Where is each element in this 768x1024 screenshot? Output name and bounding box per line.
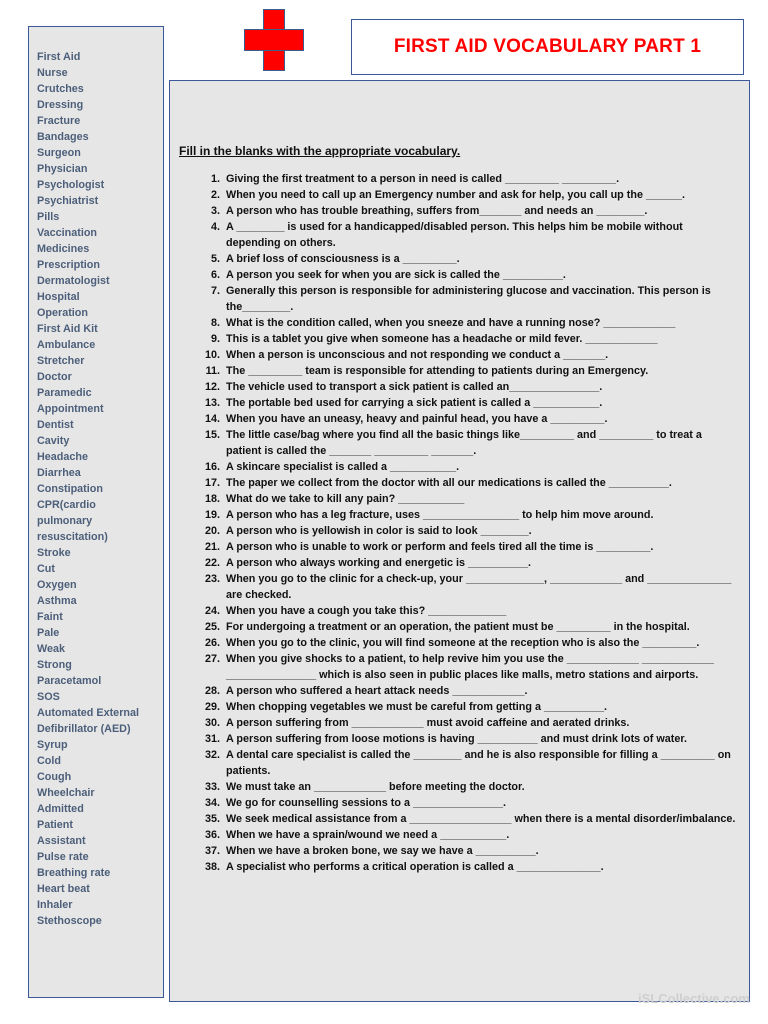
word-bank-item: Bandages [37, 131, 89, 143]
question-item [180, 827, 740, 843]
word-bank-item: Patient [37, 819, 73, 831]
word-bank-item: Paramedic [37, 387, 92, 399]
question-text: This is a tablet you give when someone has a headache or mild fever. ____________ [226, 333, 658, 345]
question-number: 13. [204, 397, 220, 409]
question-item [180, 187, 740, 203]
question-number: 17. [204, 477, 220, 489]
question-text: For undergoing a treatment or an operation, the patient must be _________ in the hospital. [226, 621, 690, 633]
word-bank-item: Dermatologist [37, 275, 110, 287]
word-bank-item: Prescription [37, 259, 100, 271]
question-text: When you go to the clinic, you will find someone at the reception who is also the _________. [226, 637, 700, 649]
word-bank-item: Stretcher [37, 355, 85, 367]
question-number: 38. [204, 861, 220, 873]
question-item [180, 363, 740, 379]
questions-list [180, 171, 740, 875]
question-text: What do we take to kill any pain? ___________ [226, 493, 465, 505]
question-number: 19. [204, 509, 220, 521]
question-item [180, 747, 740, 779]
word-bank-item: Doctor [37, 371, 72, 383]
question-item [180, 699, 740, 715]
question-item [180, 795, 740, 811]
question-text: A person suffering from loose motions is having __________ and must drink lots of water. [226, 733, 687, 745]
question-item [180, 715, 740, 731]
word-bank-item: Nurse [37, 67, 68, 79]
question-item [180, 379, 740, 395]
question-item [180, 603, 740, 619]
question-number: 1. [210, 173, 220, 185]
question-text: A specialist who performs a critical operation is called a ______________. [226, 861, 604, 873]
word-bank-item: Crutches [37, 83, 84, 95]
question-number: 37. [204, 845, 220, 857]
word-bank-item: Wheelchair [37, 787, 95, 799]
question-number: 9. [210, 333, 220, 345]
question-item [180, 635, 740, 651]
question-text: A brief loss of consciousness is a _________. [226, 253, 460, 265]
question-text: A person who suffered a heart attack needs ____________. [226, 685, 528, 697]
word-bank-item: Ambulance [37, 339, 96, 351]
word-bank-item: Psychiatrist [37, 195, 99, 207]
question-number: 18. [204, 493, 220, 505]
word-bank-item: Asthma [37, 595, 77, 607]
question-number: 11. [205, 365, 220, 377]
question-number: 14. [204, 413, 220, 425]
question-item [180, 555, 740, 571]
question-item [180, 395, 740, 411]
word-bank-item: Vaccination [37, 227, 98, 239]
question-item [180, 731, 740, 747]
word-bank-item: Hospital [37, 291, 80, 303]
question-text: Giving the first treatment to a person in need is called _________ _________. [226, 173, 620, 185]
question-item [180, 507, 740, 523]
question-item [180, 651, 740, 683]
word-bank-item: SOS [37, 691, 60, 703]
question-text: The paper we collect from the doctor with all our medications is called the __________. [226, 477, 672, 489]
word-bank-item: Headache [37, 451, 89, 463]
word-bank-item: Physician [37, 163, 88, 175]
question-text: When we have a broken bone, we say we have a __________. [226, 845, 539, 857]
word-bank-panel [28, 26, 164, 998]
question-item [180, 347, 740, 363]
question-item [180, 171, 740, 187]
question-item [180, 251, 740, 267]
question-item [180, 683, 740, 699]
question-number: 3. [210, 205, 220, 217]
question-text: The vehicle used to transport a sick patient is called an_______________. [226, 381, 603, 393]
question-number: 22. [204, 557, 220, 569]
question-text: A skincare specialist is called a ___________. [226, 461, 460, 473]
word-bank-item: Heart beat [37, 883, 90, 895]
word-bank-item: Inhaler [37, 899, 73, 911]
question-text: A person who always working and energetic is __________. [226, 557, 532, 569]
question-number: 29. [204, 701, 220, 713]
question-item [180, 539, 740, 555]
word-bank-item: Defibrillator (AED) [37, 723, 131, 735]
question-text: A person who is yellowish in color is said to look ________. [226, 525, 532, 537]
word-bank-item: Appointment [37, 403, 104, 415]
question-text: We must take an ____________ before meeting the doctor. [226, 781, 525, 793]
question-number: 36. [204, 829, 220, 841]
word-bank-item: Psychologist [37, 179, 105, 191]
word-bank-item: Medicines [37, 243, 90, 255]
question-number: 31. [204, 733, 220, 745]
question-number: 27. [204, 653, 220, 665]
question-text: When you have an uneasy, heavy and painful head, you have a _________. [226, 413, 608, 425]
watermark: iSLCollective.com [638, 991, 750, 1006]
word-bank-item: Faint [37, 611, 63, 623]
question-item [180, 427, 740, 459]
question-text: A ________ is used for a handicapped/disabled person. This helps him be mobile without depending on others. [226, 221, 683, 249]
instructions: Fill in the blanks with the appropriate vocabulary. [179, 144, 461, 158]
question-number: 2. [210, 189, 220, 201]
word-bank-item: Syrup [37, 739, 68, 751]
question-number: 32. [204, 749, 220, 761]
word-bank-item: Pulse rate [37, 851, 89, 863]
question-item [180, 619, 740, 635]
word-bank-item: CPR(cardio [37, 499, 96, 511]
word-bank-item: Pills [37, 211, 60, 223]
question-text: A dental care specialist is called the ________ and he is also responsible for filling a _________ on patients. [226, 749, 731, 777]
question-text: When we have a sprain/wound we need a ___________. [226, 829, 510, 841]
question-text: Generally this person is responsible for administering glucose and vaccination. This person is the________. [226, 285, 711, 313]
word-bank-item: Oxygen [37, 579, 77, 591]
question-text: A person who is unable to work or perform and feels tired all the time is _________. [226, 541, 654, 553]
question-number: 10. [204, 349, 220, 361]
word-bank-list [29, 27, 163, 929]
question-item [180, 475, 740, 491]
page-title: FIRST AID VOCABULARY PART 1 [393, 36, 702, 57]
question-number: 23. [204, 573, 220, 585]
word-bank-item: Automated External [37, 707, 139, 719]
word-bank-item: Operation [37, 307, 88, 319]
question-text: A person suffering from ____________ must avoid caffeine and aerated drinks. [226, 717, 630, 729]
question-number: 20. [204, 525, 220, 537]
question-number: 12. [204, 381, 220, 393]
question-item [180, 843, 740, 859]
question-item [180, 459, 740, 475]
word-bank-item: First Aid [37, 51, 81, 63]
question-item [180, 491, 740, 507]
word-bank-item: Strong [37, 659, 72, 671]
word-bank-item: Diarrhea [37, 467, 81, 479]
question-number: 15. [204, 429, 220, 441]
question-number: 24. [204, 605, 220, 617]
question-text: The _________ team is responsible for attending to patients during an Emergency. [226, 365, 649, 377]
question-item [180, 315, 740, 331]
question-item [180, 811, 740, 827]
question-item [180, 523, 740, 539]
question-text: What is the condition called, when you sneeze and have a running nose? ____________ [226, 317, 676, 329]
word-bank-item: Pale [37, 627, 60, 639]
word-bank-item: First Aid Kit [37, 323, 98, 335]
question-number: 5. [210, 253, 220, 265]
question-text: When chopping vegetables we must be careful from getting a __________. [226, 701, 608, 713]
question-item [180, 283, 740, 315]
question-text: When you go to the clinic for a check-up, your _____________, ____________ and ______________ are checked. [226, 573, 732, 601]
word-bank-item: Cut [37, 563, 55, 575]
question-text: A person you seek for when you are sick is called the __________. [226, 269, 566, 281]
word-bank-item: Dressing [37, 99, 84, 111]
word-bank-item: Surgeon [37, 147, 81, 159]
word-bank-item: Breathing rate [37, 867, 111, 879]
word-bank-item: Stethoscope [37, 915, 102, 927]
question-item [180, 267, 740, 283]
question-number: 8. [210, 317, 220, 329]
question-text: The portable bed used for carrying a sick patient is called a ___________. [226, 397, 603, 409]
question-text: When you give shocks to a patient, to help revive him you use the ____________ ____________ _______________ which is also seen in public places like malls, metro stations and airports. [226, 653, 714, 681]
question-number: 30. [204, 717, 220, 729]
question-text: When you have a cough you take this? _____________ [226, 605, 507, 617]
word-bank-item: Weak [37, 643, 66, 655]
word-bank-item: Paracetamol [37, 675, 102, 687]
question-text: A person who has trouble breathing, suffers from_______ and needs an ________. [226, 205, 648, 217]
question-number: 4. [210, 221, 220, 233]
question-number: 7. [210, 285, 220, 297]
question-number: 35. [204, 813, 220, 825]
red-cross-icon [244, 9, 304, 71]
question-text: A person who has a leg fracture, uses ________________ to help him move around. [226, 509, 654, 521]
question-item [180, 331, 740, 347]
question-number: 33. [204, 781, 220, 793]
word-bank-item: pulmonary [37, 515, 93, 527]
title-box [351, 19, 744, 75]
question-item [180, 219, 740, 251]
word-bank-item: Fracture [37, 115, 81, 127]
question-number: 21. [204, 541, 220, 553]
word-bank-item: Assistant [37, 835, 86, 847]
question-number: 28. [204, 685, 220, 697]
word-bank-item: Cavity [37, 435, 70, 447]
word-bank-item: resuscitation) [37, 531, 108, 543]
question-item [180, 779, 740, 795]
word-bank-item: Constipation [37, 483, 103, 495]
question-text: We go for counselling sessions to a _______________. [226, 797, 507, 809]
question-text: The little case/bag where you find all the basic things like_________ and _________ to treat a patient is called the _______ _________ _______. [226, 429, 702, 457]
word-bank-item: Dentist [37, 419, 74, 431]
question-number: 6. [210, 269, 220, 281]
word-bank-item: Stroke [37, 547, 71, 559]
question-number: 25. [204, 621, 220, 633]
question-item [180, 203, 740, 219]
question-number: 16. [204, 461, 220, 473]
question-item [180, 411, 740, 427]
question-number: 34. [204, 797, 220, 809]
question-number: 26. [204, 637, 220, 649]
word-bank-item: Cough [37, 771, 72, 783]
word-bank-item: Cold [37, 755, 61, 767]
question-item [180, 859, 740, 875]
question-text: When you need to call up an Emergency number and ask for help, you call up the ______. [226, 189, 685, 201]
question-text: We seek medical assistance from a _________________ when there is a mental disorder/imbalance. [226, 813, 736, 825]
word-bank-item: Admitted [37, 803, 84, 815]
question-item [180, 571, 740, 603]
question-text: When a person is unconscious and not responding we conduct a _______. [226, 349, 609, 361]
